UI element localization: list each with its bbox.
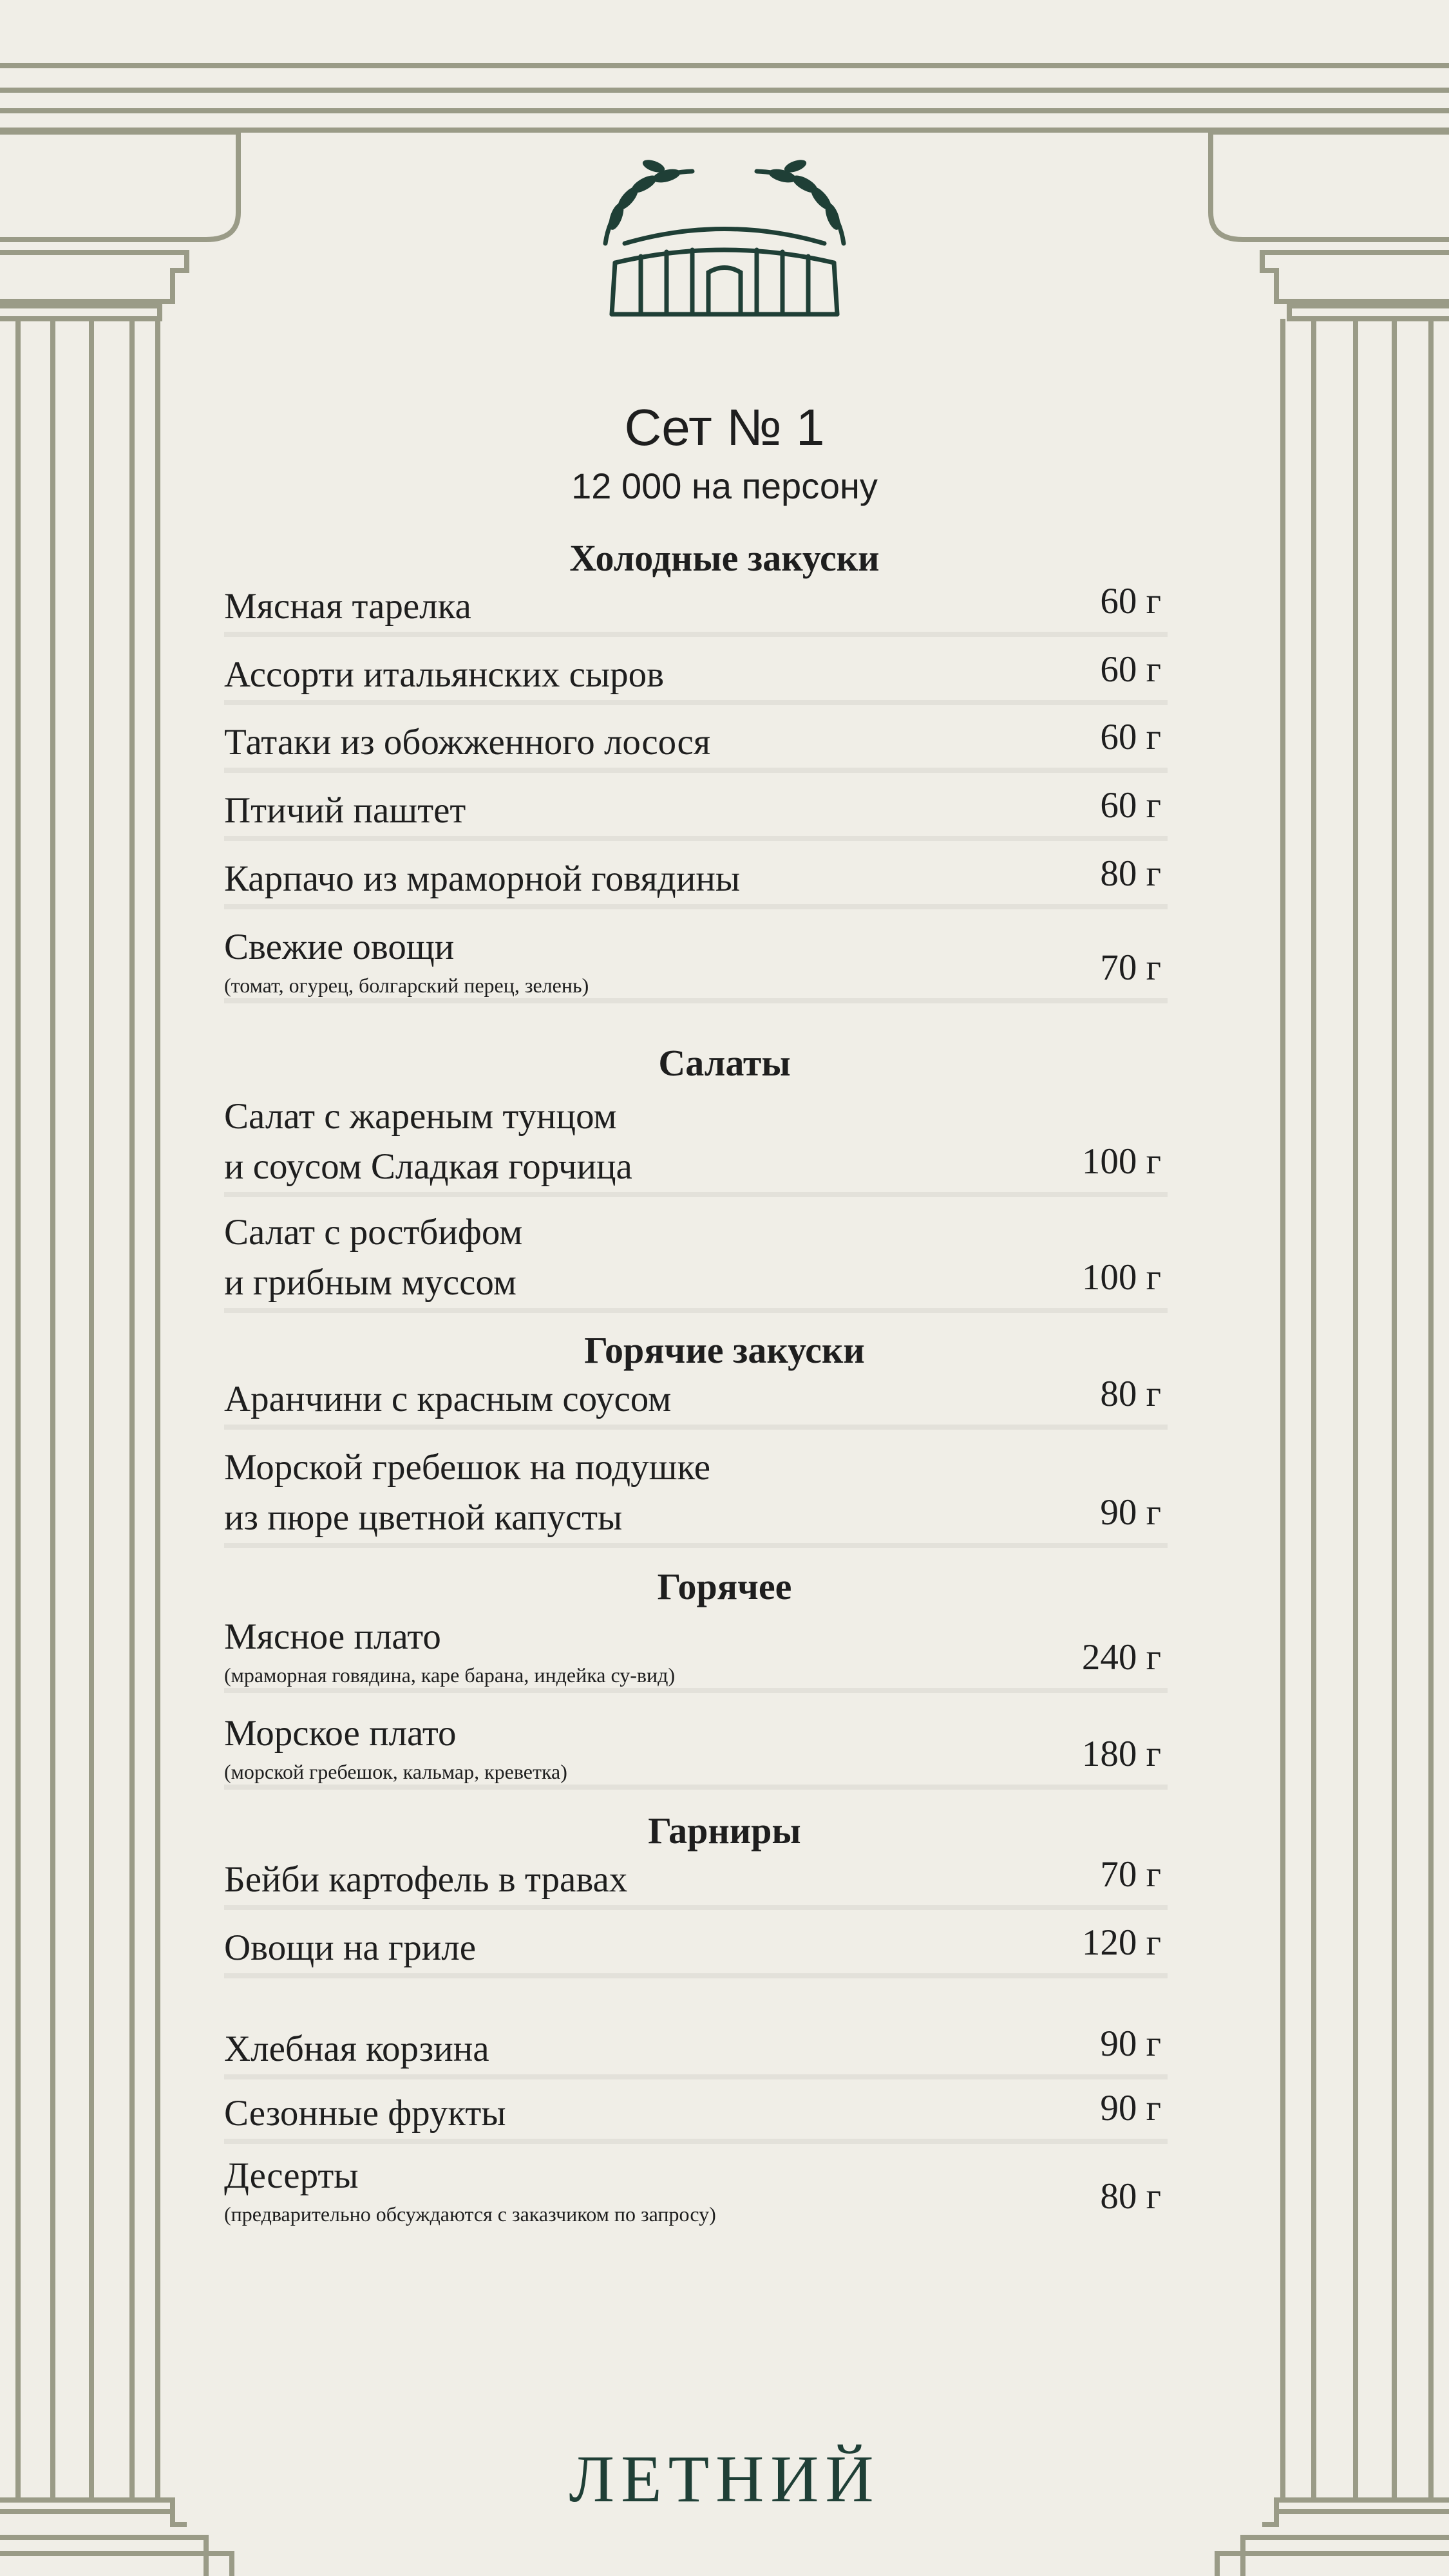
menu-item: [224, 2024, 1168, 2079]
menu-item: [224, 1709, 1168, 1790]
menu-item: [224, 1443, 1168, 1548]
item-weight: 80 г: [1100, 2176, 1161, 2217]
item-weight: 100 г: [1081, 1141, 1161, 1182]
menu-item: [224, 1612, 1168, 1693]
item-name: Овощи на гриле: [224, 1927, 477, 1968]
item-name: Салат с ростбифом: [224, 1212, 523, 1253]
menu-item: [224, 1855, 1168, 1910]
item-weight: 70 г: [1100, 1854, 1161, 1895]
item-name: Карпачо из мраморной говядины: [224, 858, 741, 899]
section-title-salads: Салаты: [658, 1042, 791, 1084]
item-weight: 90 г: [1100, 2023, 1161, 2064]
set-price: 12 000 на персону: [571, 466, 878, 506]
item-name: Ассорти итальянских сыров: [224, 654, 665, 695]
item-name: Свежие овощи: [224, 927, 455, 967]
item-name: Мясная тарелка: [224, 586, 471, 627]
menu-item: [224, 1092, 1168, 1197]
menu-item: [224, 582, 1168, 637]
item-name: Десерты: [224, 2155, 359, 2196]
item-name: Татаки из обожженного лосося: [224, 722, 711, 762]
section-title-hot-appetizers: Горячие закуски: [584, 1329, 865, 1371]
item-name: Морское плато: [224, 1713, 457, 1754]
menu-item: [224, 650, 1168, 705]
item-weight: 180 г: [1081, 1734, 1161, 1774]
menu-item: [224, 922, 1168, 1003]
item-weight: 60 г: [1100, 785, 1161, 826]
item-name: Сезонные фрукты: [224, 2093, 506, 2134]
item-name: Мясное плато: [224, 1616, 441, 1657]
item-weight: 100 г: [1081, 1257, 1161, 1298]
menu-item: [224, 1923, 1168, 1978]
item-note: (морской гребешок, кальмар, креветка): [224, 1760, 567, 1783]
menu-item: [224, 1374, 1168, 1430]
section-title-side-dishes: Гарниры: [648, 1810, 801, 1852]
item-note: (томат, огурец, болгарский перец, зелень): [224, 974, 589, 997]
item-name: Аранчини с красным соусом: [224, 1379, 672, 1419]
item-name: Морской гребешок на подушке: [224, 1447, 711, 1488]
menu-item: [224, 2088, 1168, 2144]
item-name: Птичий паштет: [224, 790, 466, 831]
item-weight: 60 г: [1100, 717, 1161, 757]
item-weight: 90 г: [1100, 2088, 1161, 2128]
item-name-line2: из пюре цветной капусты: [224, 1497, 623, 1538]
menu-item: [224, 717, 1168, 773]
item-weight: 80 г: [1100, 853, 1161, 894]
item-note: (предварительно обсуждаются с заказчиком по запросу): [224, 2202, 716, 2226]
item-name: Хлебная корзина: [224, 2029, 489, 2069]
section-title-main-courses: Горячее: [657, 1566, 792, 1607]
menu-item: [224, 2151, 1168, 2227]
item-weight: 80 г: [1100, 1374, 1161, 1414]
item-weight: 60 г: [1100, 581, 1161, 621]
menu-item: [224, 854, 1168, 909]
item-name: Бейби картофель в травах: [224, 1859, 628, 1900]
set-title: Сет № 1: [624, 399, 825, 456]
brand-logo-text: ЛЕТНИЙ: [569, 2442, 880, 2516]
item-weight: 60 г: [1100, 649, 1161, 690]
item-weight: 90 г: [1100, 1492, 1161, 1533]
section-title-cold-appetizers: Холодные закуски: [569, 537, 880, 579]
item-note: (мраморная говядина, каре барана, индейка су-вид): [224, 1663, 676, 1687]
menu-item: [224, 1208, 1168, 1313]
menu-item: [224, 786, 1168, 841]
colosseum-laurel-logo: [589, 160, 860, 321]
item-weight: 120 г: [1081, 1922, 1161, 1963]
item-weight: 70 г: [1100, 947, 1161, 988]
item-name-line2: и соусом Сладкая горчица: [224, 1146, 632, 1187]
item-name-line2: и грибным муссом: [224, 1262, 516, 1303]
item-name: Салат с жареным тунцом: [224, 1096, 617, 1137]
item-weight: 240 г: [1081, 1637, 1161, 1678]
